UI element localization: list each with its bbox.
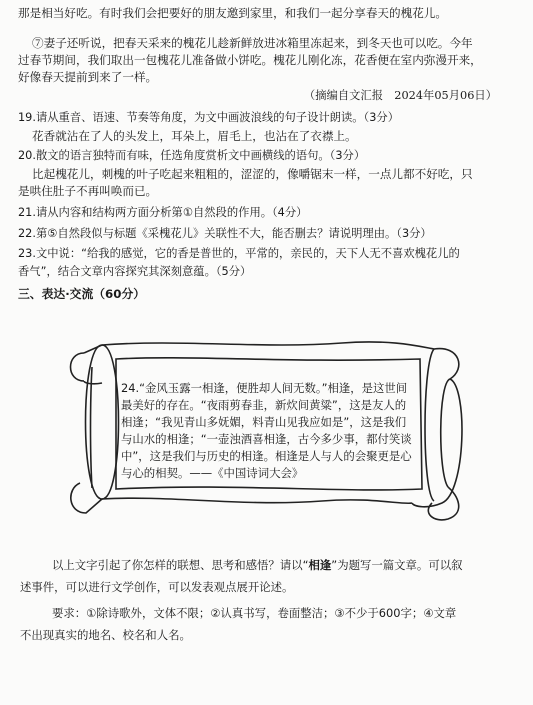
section-3-title: 三、表达·交流（60分） [18, 287, 146, 301]
passage-source: （摘编自文汇报 2024年05月06日） [303, 89, 497, 102]
prompt-line-1-b: ”为题写一篇文章。可以叙 [331, 558, 463, 572]
question-23-line-2: 香气”，结合文章内容探究其深刻意蕴。（5分） [18, 265, 252, 278]
scroll-line-1: 24.“金风玉露一相逢，便胜却人间无数。”相逢，是这世间 [121, 381, 408, 395]
passage-line-3: 过春节期间，我们取出一包槐花儿准备做小饼吃。槐花儿刚化冻，花香便在室内弥漫开来， [18, 53, 482, 67]
requirements-line-2: 不出现真实的地名、校名和人名。 [20, 628, 191, 642]
prompt-line-2: 述事件，可以进行文学创作，可以发表观点展开论述。 [20, 580, 294, 594]
scroll-line-6: 与心的相契。——《中国诗词大会》 [121, 466, 304, 480]
passage-line-2: ⑦妻子还听说，把春天采来的槐花儿趁新鲜放进冰箱里冻起来，到冬天也可以吃。今年 [32, 36, 473, 50]
question-22: 22.第⑤自然段似与标题《采槐花儿》关联性不大，能否删去？请说明理由。（3分） [18, 227, 432, 240]
scroll-line-5: 中”，这是我们与历史的相逢。相逢是人与人的会聚更是心 [121, 449, 412, 463]
passage-line-4: 好像春天提前到来了一样。 [18, 70, 158, 84]
question-20: 20.散文的语言独特而有味，任选角度赏析文中画横线的语句。（3分） [18, 149, 366, 162]
question-23-line-1: 23.文中说：“给我的感觉，它的香是普世的，平常的，亲民的，天下人无不喜欢槐花儿的 [18, 247, 460, 260]
prompt-line-1 [52, 554, 463, 576]
question-19: 19.请从重音、语速、节奏等角度，为文中画波浪线的句子设计朗读。（3分） [18, 111, 400, 124]
question-20-quote-1: 比起槐花儿，刺槐的叶子吃起来粗粗的，涩涩的，像嚼锯末一样，一点儿都不好吃，只 [32, 167, 473, 181]
scroll-line-3: 相逢；“我见青山多妩媚，料青山见我应如是”，这是我们 [121, 415, 407, 429]
requirements-line-1: 要求：①除诗歌外，文体不限；②认真书写，卷面整洁；③不少于600字；④文章 [52, 606, 457, 620]
prompt-essay-title: 相逢 [308, 558, 332, 572]
prompt-line-1-a: 以上文字引起了你怎样的联想、思考和感悟？请以“ [52, 558, 309, 572]
scroll-line-2: 最美好的存在。“夜雨剪春韭，新炊间黄粱”，这是友人的 [121, 398, 407, 412]
scroll-text [121, 380, 412, 482]
question-19-quote: 花香就沾在了人的头发上，耳朵上，眉毛上，也沾在了衣襟上。 [32, 129, 357, 143]
question-21: 21.请从内容和结构两方面分析第①自然段的作用。（4分） [18, 206, 308, 219]
scroll-line-4: 与山水的相逢；“一壶浊酒喜相逢，古今多少事，都付笑谈 [121, 432, 412, 446]
question-20-quote-2: 是哄住肚子不再叫唤而已。 [18, 184, 158, 198]
passage-line-1: 那是相当好吃。有时我们会把要好的朋友邀到家里，和我们一起分享春天的槐花儿。 [18, 6, 447, 20]
